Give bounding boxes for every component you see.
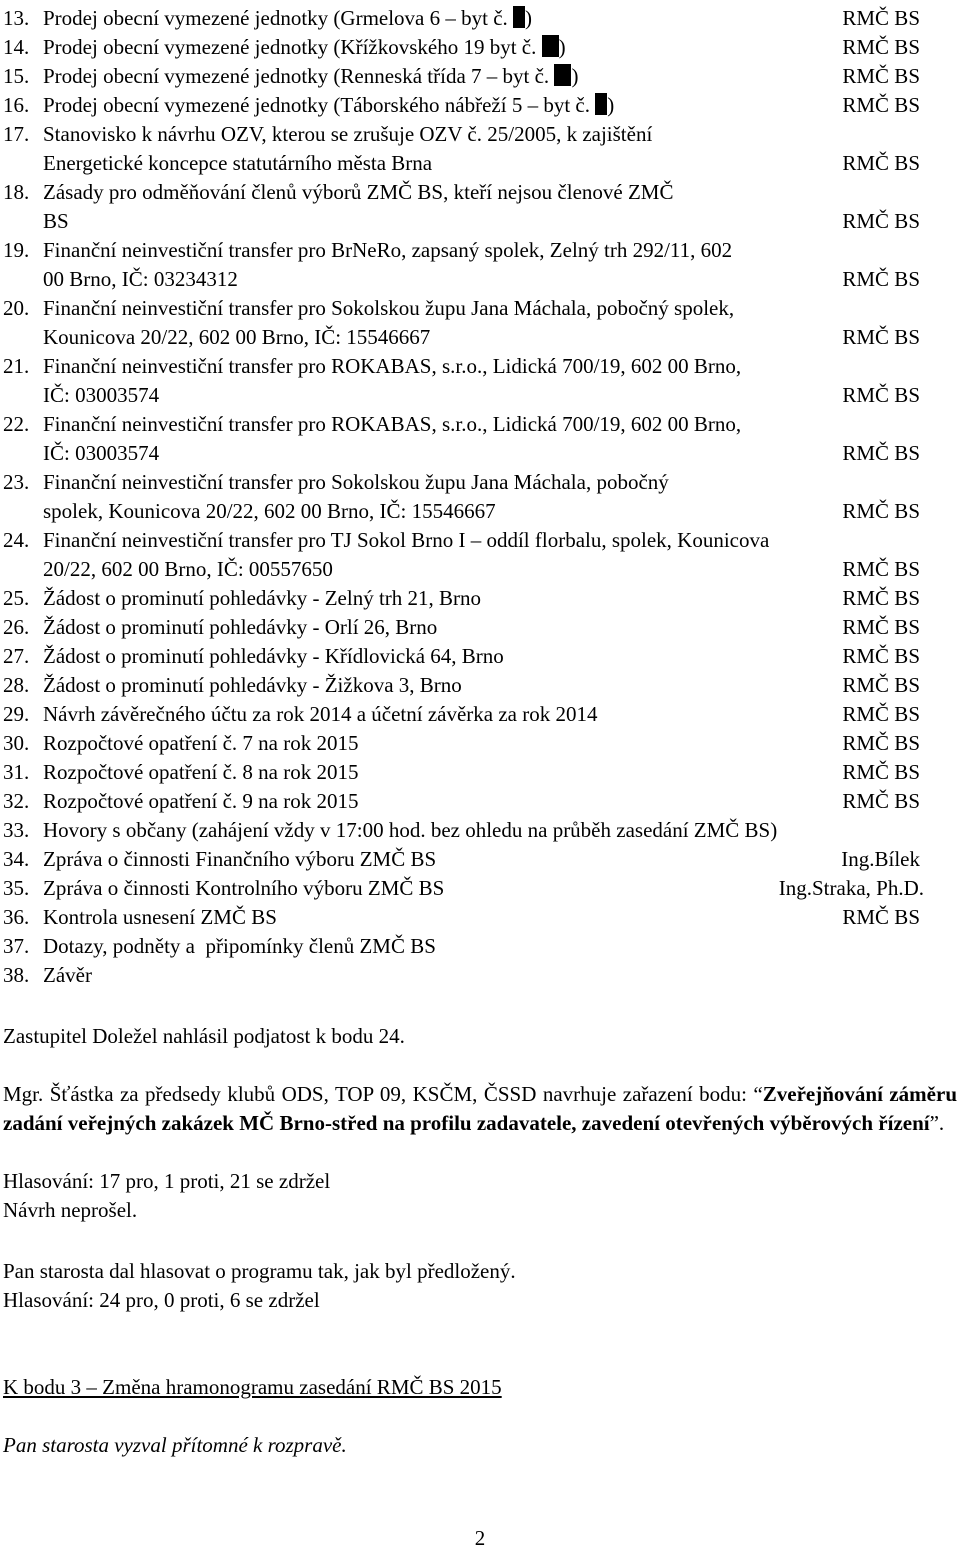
item-text: Stanovisko k návrhu OZV, kterou se zrušuje OZV č. 25/2005, k zajištění Energetické koncepce statutárního města Brna: [43, 122, 653, 175]
item-responsible: RMČ BS: [842, 557, 920, 581]
item-number: 34.: [3, 847, 30, 871]
agenda-item: [3, 613, 940, 642]
agenda-item: [3, 961, 940, 990]
item-responsible: RMČ BS: [842, 731, 920, 755]
item-number: 13.: [3, 6, 30, 30]
item-responsible: Ing.Bílek: [841, 847, 920, 871]
agenda-item: [3, 62, 940, 91]
item-number: 28.: [3, 673, 30, 697]
agenda-item: [3, 468, 940, 526]
agenda-item: [3, 845, 940, 874]
agenda-item: [3, 787, 940, 816]
item-number: 24.: [3, 528, 30, 552]
item-responsible: RMČ BS: [842, 325, 920, 349]
item-responsible: RMČ BS: [842, 644, 920, 668]
item-text: Zpráva o činnosti Kontrolního výboru ZMČ BS: [43, 876, 445, 900]
item-text: Kontrola usnesení ZMČ BS: [43, 905, 277, 929]
item-responsible: RMČ BS: [842, 383, 920, 407]
agenda-item: [3, 816, 940, 845]
agenda-item: [3, 526, 940, 584]
agenda-proposal: [3, 1080, 957, 1138]
proposal-result: Návrh neprošel.: [3, 1198, 138, 1222]
item-text: Finanční neinvestiční transfer pro ROKABAS, s.r.o., Lidická 700/19, 602 00 Brno, IČ: 03003574: [43, 354, 742, 407]
agenda-item: [3, 584, 940, 613]
item-responsible: RMČ BS: [842, 615, 920, 639]
item-number: 33.: [3, 818, 30, 842]
agenda-item: [3, 33, 940, 62]
item-text: Prodej obecní vymezené jednotky (Táborského nábřeží 5 – byt č.: [43, 93, 596, 117]
item-number: 32.: [3, 789, 30, 813]
item-number: 26.: [3, 615, 30, 639]
item-responsible: RMČ BS: [842, 64, 920, 88]
item-text: Žádost o prominutí pohledávky - Orlí 26, Brno: [43, 615, 438, 639]
item-text-end: ): [571, 64, 579, 88]
agenda-item: [3, 932, 940, 961]
agenda-item: [3, 4, 940, 33]
item-number: 35.: [3, 876, 30, 900]
item-number: 20.: [3, 296, 30, 320]
item-text: Dotazy, podněty a připomínky členů ZMČ BS: [43, 934, 436, 958]
item-text: Rozpočtové opatření č. 7 na rok 2015: [43, 731, 359, 755]
item-number: 30.: [3, 731, 30, 755]
item-text: Finanční neinvestiční transfer pro Sokolskou župu Jana Máchala, pobočný spolek, Kounicova 20/22, 602 00 Brno, IČ: 15546667: [43, 470, 669, 523]
item-text-end: ): [525, 6, 533, 30]
item-number: 27.: [3, 644, 30, 668]
item-text: Žádost o prominutí pohledávky - Žižkova 3, Brno: [43, 673, 462, 697]
agenda-item: [3, 671, 940, 700]
item-responsible: RMČ BS: [842, 267, 920, 291]
item-text: Žádost o prominutí pohledávky - Křídlovická 64, Brno: [43, 644, 504, 668]
item-text-end: ): [607, 93, 615, 117]
agenda-item: [3, 642, 940, 671]
item-number: 31.: [3, 760, 30, 784]
item-responsible: RMČ BS: [842, 760, 920, 784]
item-number: 37.: [3, 934, 30, 958]
item-number: 14.: [3, 35, 30, 59]
agenda-item: [3, 91, 940, 120]
agenda-item: [3, 874, 940, 903]
agenda-item: [3, 294, 940, 352]
item-number: 17.: [3, 122, 30, 146]
agenda-item: [3, 410, 940, 468]
redaction-box: [554, 64, 571, 86]
item-text: Prodej obecní vymezené jednotky (Renneská třída 7 – byt č.: [43, 64, 555, 88]
item-responsible: RMČ BS: [842, 6, 920, 30]
item-responsible: RMČ BS: [842, 789, 920, 813]
proposal-title: Zveřejňování záměru zadání veřejných zakázek MČ Brno-střed na profilu zadavatele, zavedení otevřených výběrových řízení: [3, 1082, 957, 1135]
proposal-lead: Mgr. Šťástka za předsedy klubů ODS, TOP 09, KSČM, ČSSD navrhuje zařazení bodu: “: [3, 1082, 763, 1106]
item-responsible: RMČ BS: [842, 93, 920, 117]
item-responsible: RMČ BS: [842, 905, 920, 929]
item-number: 21.: [3, 354, 30, 378]
section-heading: K bodu 3 – Změna hramonogramu zasedání RMČ BS 2015: [3, 1375, 502, 1399]
agenda-item: [3, 729, 940, 758]
agenda-item: [3, 178, 940, 236]
redaction-box: [595, 93, 607, 115]
item-text: Žádost o prominutí pohledávky - Zelný trh 21, Brno: [43, 586, 482, 610]
item-number: 22.: [3, 412, 30, 436]
discussion-line: Pan starosta vyzval přítomné k rozpravě.: [3, 1433, 347, 1457]
item-responsible: Ing.Straka, Ph.D.: [778, 876, 924, 900]
item-text: Prodej obecní vymezené jednotky (Křížkovského 19 byt č.: [43, 35, 542, 59]
item-responsible: RMČ BS: [842, 441, 920, 465]
agenda-item: [3, 903, 940, 932]
item-responsible: RMČ BS: [842, 586, 920, 610]
item-responsible: RMČ BS: [842, 151, 920, 175]
proposal-tail: ”.: [929, 1111, 945, 1135]
page-number: 2: [474, 1526, 486, 1550]
item-text-end: ): [558, 35, 566, 59]
program-vote-result: Hlasování: 24 pro, 0 proti, 6 se zdržel: [3, 1288, 320, 1312]
item-number: 23.: [3, 470, 30, 494]
item-responsible: RMČ BS: [842, 673, 920, 697]
item-text: Rozpočtové opatření č. 9 na rok 2015: [43, 789, 359, 813]
item-number: 15.: [3, 64, 30, 88]
item-number: 19.: [3, 238, 30, 262]
item-number: 29.: [3, 702, 30, 726]
item-number: 36.: [3, 905, 30, 929]
agenda-item: [3, 758, 940, 787]
conflict-notice: Zastupitel Doležel nahlásil podjatost k bodu 24.: [3, 1024, 405, 1048]
item-text: Zásady pro odměňování členů výborů ZMČ BS, kteří nejsou členové ZMČ BS: [43, 180, 674, 233]
program-vote-statement: Pan starosta dal hlasovat o programu tak, jak byl předložený.: [3, 1259, 516, 1283]
item-number: 25.: [3, 586, 30, 610]
item-responsible: RMČ BS: [842, 702, 920, 726]
agenda-item: [3, 700, 940, 729]
agenda-item: [3, 352, 940, 410]
item-text: Finanční neinvestiční transfer pro Sokolskou župu Jana Máchala, pobočný spolek, Kounicova 20/22, 602 00 Brno, IČ: 15546667: [43, 296, 735, 349]
item-number: 38.: [3, 963, 30, 987]
item-responsible: RMČ BS: [842, 499, 920, 523]
item-responsible: RMČ BS: [842, 209, 920, 233]
agenda-list: [3, 4, 940, 990]
item-text: Finanční neinvestiční transfer pro ROKABAS, s.r.o., Lidická 700/19, 602 00 Brno, IČ: 03003574: [43, 412, 742, 465]
item-text: Návrh závěrečného účtu za rok 2014 a účetní závěrka za rok 2014: [43, 702, 598, 726]
agenda-item: [3, 236, 940, 294]
item-text: Zpráva o činnosti Finančního výboru ZMČ BS: [43, 847, 437, 871]
redaction-box: [513, 6, 525, 28]
item-text: Finanční neinvestiční transfer pro BrNeRo, zapsaný spolek, Zelný trh 292/11, 602 00 Brno, IČ: 03234312: [43, 238, 733, 291]
item-text: Prodej obecní vymezené jednotky (Grmelova 6 – byt č.: [43, 6, 514, 30]
item-text: Finanční neinvestiční transfer pro TJ Sokol Brno I – oddíl florbalu, spolek, Kounicova 20/22, 602 00 Brno, IČ: 00557650: [43, 528, 770, 581]
item-number: 16.: [3, 93, 30, 117]
item-text: Rozpočtové opatření č. 8 na rok 2015: [43, 760, 359, 784]
redaction-box: [542, 35, 559, 57]
item-text: Závěr: [43, 963, 92, 987]
item-number: 18.: [3, 180, 30, 204]
item-text: Hovory s občany (zahájení vždy v 17:00 hod. bez ohledu na průběh zasedání ZMČ BS): [43, 818, 778, 842]
item-responsible: RMČ BS: [842, 35, 920, 59]
proposal-vote: Hlasování: 17 pro, 1 proti, 21 se zdržel: [3, 1169, 331, 1193]
agenda-item: [3, 120, 940, 178]
